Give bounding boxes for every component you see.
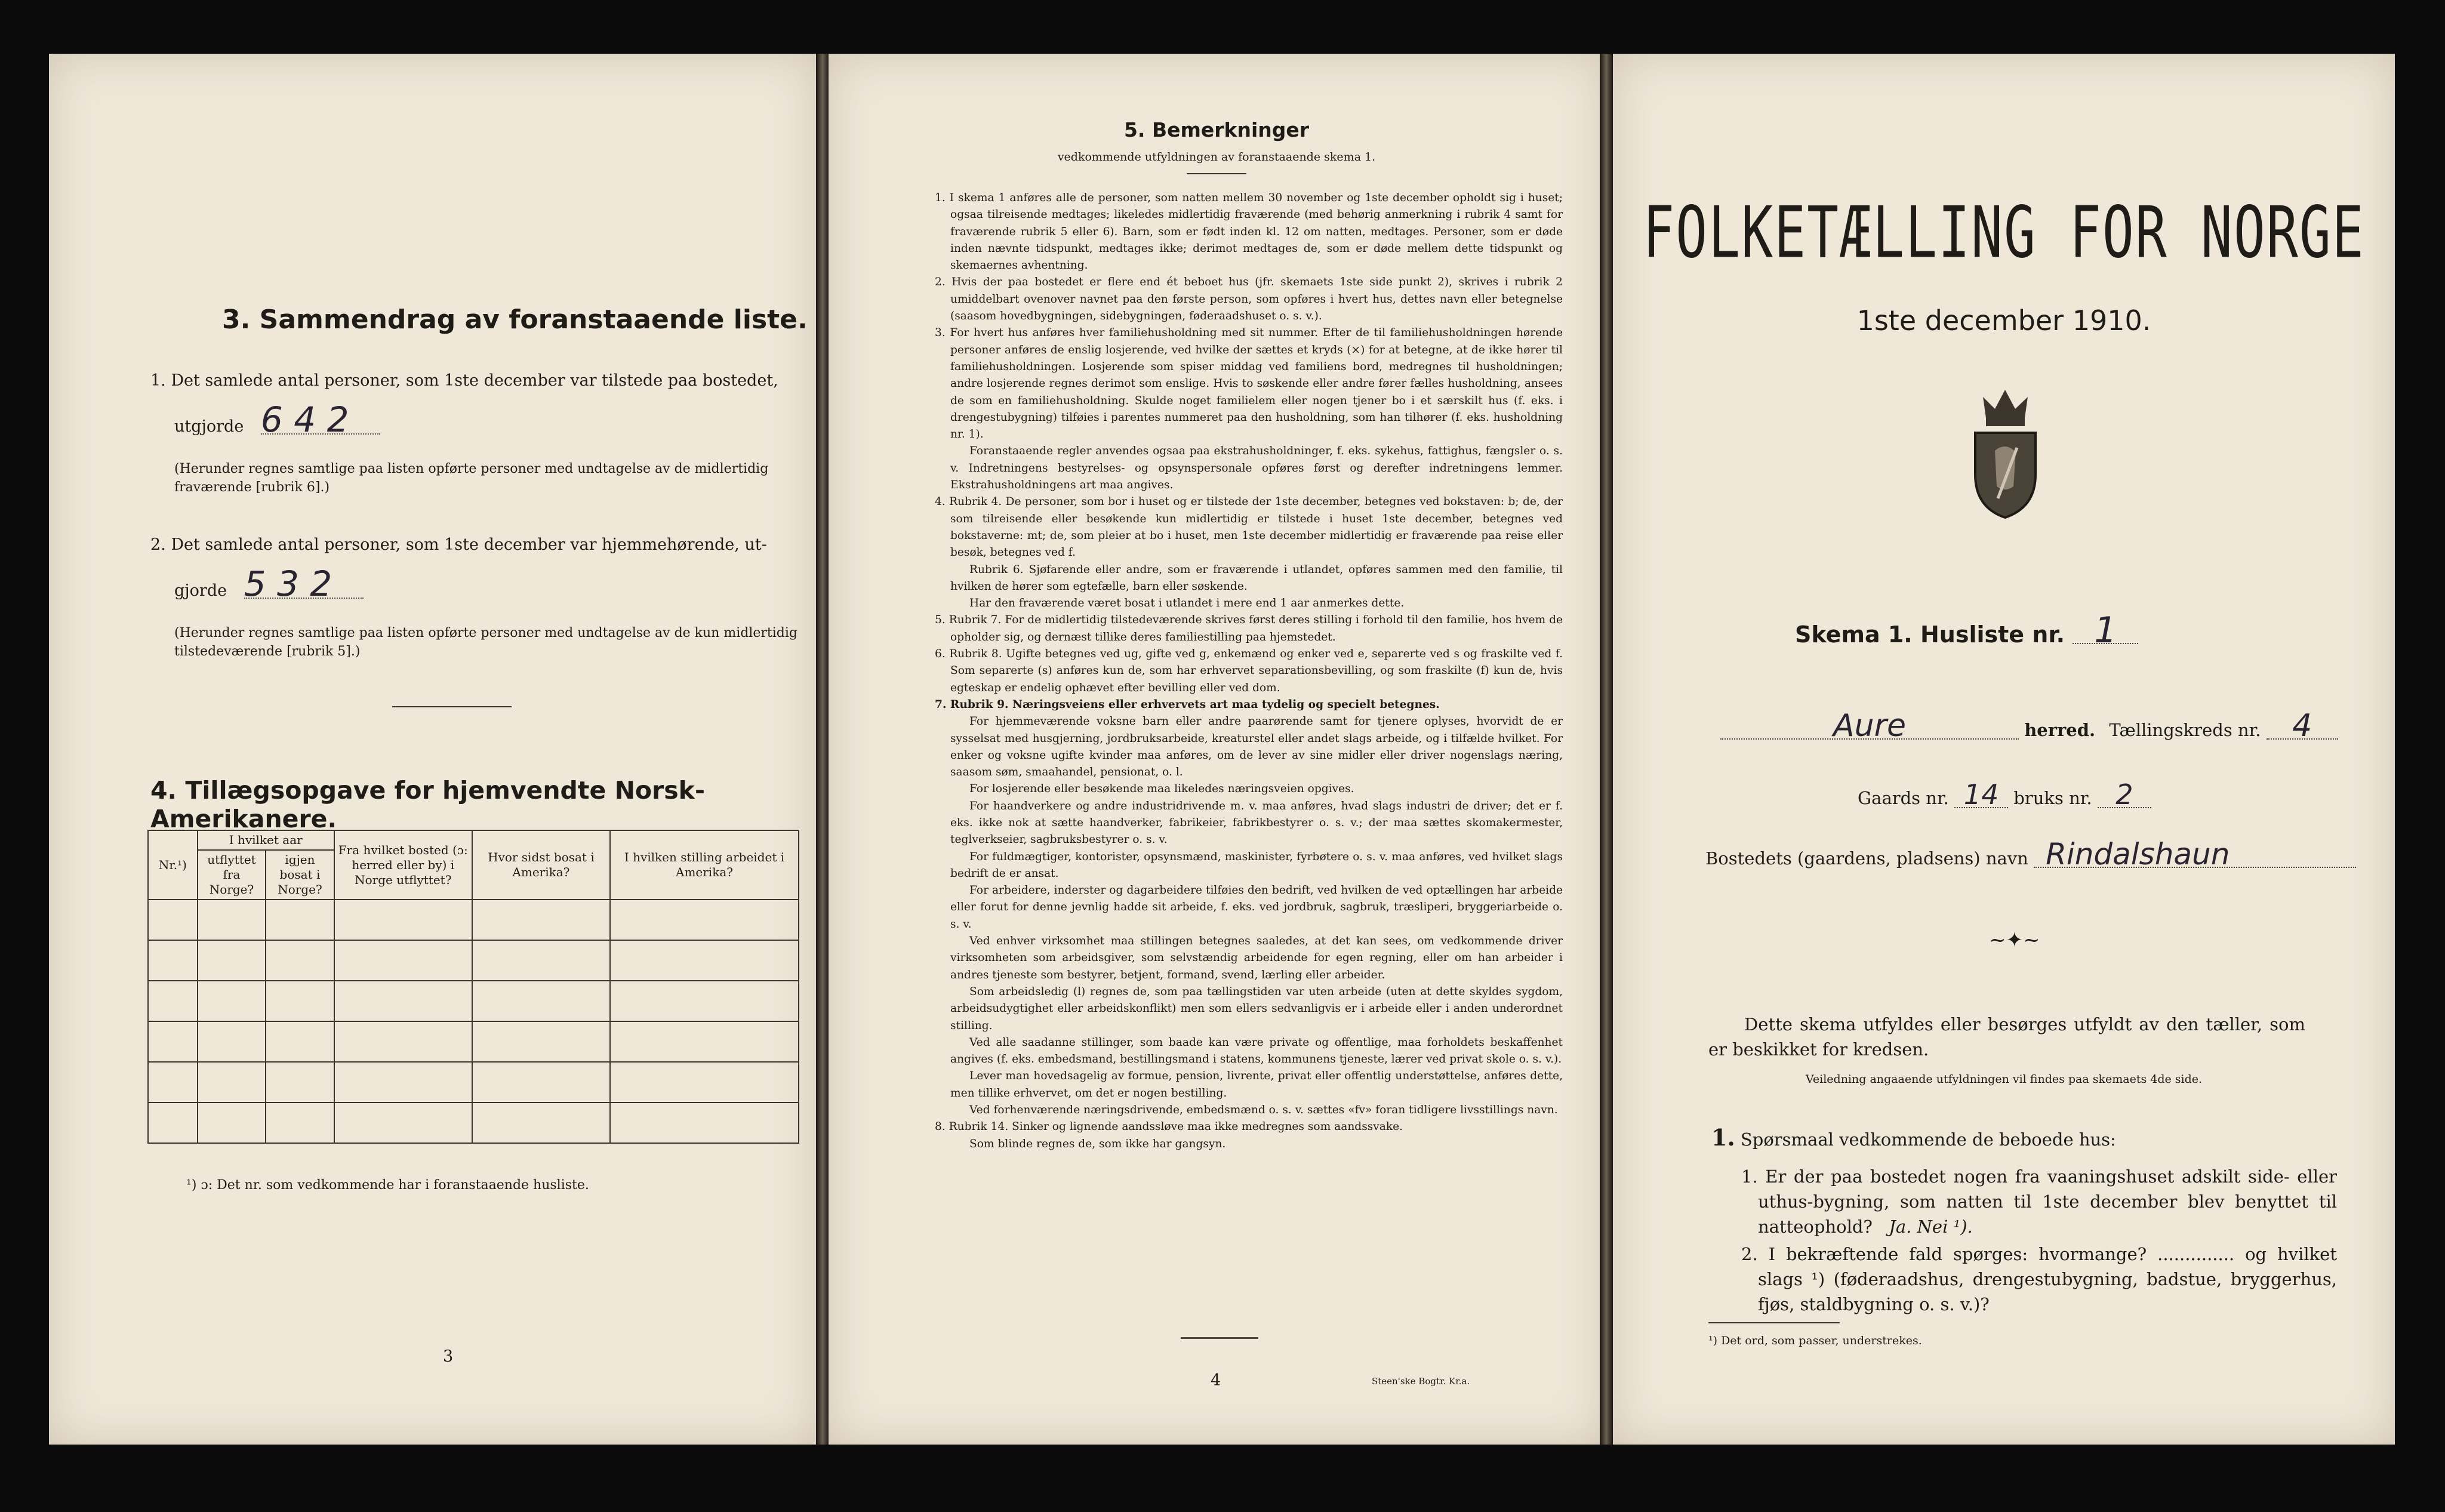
herred-value: Aure <box>1720 713 2019 740</box>
remarks-text <box>924 190 1563 1153</box>
table-row <box>148 900 799 940</box>
skema-label: Skema 1. Husliste nr. <box>1795 621 2065 648</box>
gaards-value: 14 <box>1954 782 2008 808</box>
questions-heading <box>1711 1125 2116 1152</box>
remark-paragraph: Ved forhenværende næringsdrivende, embedsmænd o. s. v. sættes «fv» foran tidligere livsstillings navn. <box>969 1104 1558 1117</box>
remark-paragraph: For arbeidere, inderster og dagarbeidere tilføies den bedrift, ved hvilken de ved optællingen har arbeide eller forut for denne jevnlig hadde sit arbeide, f. eks. ved jordbruk, sagbruk, træsliperi, bryggeriarbeide o. s. v. <box>950 884 1563 931</box>
question-2: 2. Det samlede antal personer, som 1ste december var hjemmehørende, ut- <box>150 535 767 554</box>
table-footnote: ¹) ɔ: Det nr. som vedkommende har i foranstaaende husliste. <box>186 1178 589 1193</box>
divider <box>1708 1322 1840 1323</box>
herred-line <box>1720 708 2338 744</box>
remarks-subtitle: vedkommende utfyldningen av foranstaaende skema 1. <box>1057 150 1376 164</box>
question-1-lead: utgjorde <box>174 417 244 436</box>
remark-paragraph: 1. I skema 1 anføres alle de personer, som natten mellem 30 november og 1ste december opholdt sig i huset; ogsaa tilreisende medtages; likeledes midlertidig fraværende (med behørig anmerkning i rubrik 4 samt for fraværende rubrik 5 eller 6). Barn, som er født inden kl. 12 om natten, medtages. Personer, som er døde inden nævnte tidspunkt, medtages ikke; derimot medtages de, som er døde mellem dette tidspunkt og skemaernes avhentning. <box>935 192 1563 272</box>
remark-paragraph: Ved alle saadanne stillinger, som baade kan være private og offentlige, maa forholdets beskaffenhet angives (f. eks. embedsmand, bestillingsmand i statens, kommunens tjeneste, lærer ved privat skole o. s. v.). <box>950 1036 1563 1066</box>
bruks-label: bruks nr. <box>2013 788 2092 808</box>
table-row <box>148 1103 799 1143</box>
remark-paragraph: For fuldmægtiger, kontorister, opsynsmænd, maskinister, fyrbøtere o. s. v. maa anføres, ved hvilket slags bedrift de er ansat. <box>950 850 1563 880</box>
question-2-answer: 5 3 2 <box>244 570 364 599</box>
remark-paragraph: 2. Hvis der paa bostedet er flere end ét beboet hus (jfr. skemaets 1ste side punkt 2), skrives i rubrik 2 umiddelbart ovenover navnet paa den første person, som opføres i hvert hus, dettes navn eller betegnelse (saasom hovedbygningen, sidebygningen, føderaadshuset o. s. v.). <box>935 276 1563 323</box>
col-from: Fra hvilket bosted (ɔ: herred eller by) i Norge utflyttet? <box>334 830 472 900</box>
printer-mark: Steen'ske Bogtr. Kr.a. <box>1372 1376 1470 1387</box>
remark-paragraph: Har den fraværende været bosat i utlandet i mere end 1 aar anmerkes dette. <box>969 597 1405 610</box>
col-emigrated: utflyttet fra Norge? <box>198 850 266 900</box>
remark-paragraph: Rubrik 6. Sjøfarende eller andre, som er fraværende i utlandet, opføres sammen med den familie, til hvilken de hører som egtefælle, barn eller søskende. <box>950 563 1563 593</box>
questions-heading-text: Spørsmaal vedkommende de beboede hus: <box>1740 1129 2116 1150</box>
remark-paragraph: 7. Rubrik 9. Næringsveiens eller erhvervets art maa tydelig og specielt betegnes. <box>935 698 1440 711</box>
question-1: 1. Det samlede antal personer, som 1ste december var tilstede paa bostedet, <box>150 371 778 390</box>
page-fold <box>1600 54 1613 1445</box>
husliste-number: 1 <box>2073 618 2138 644</box>
document-title: FOLKETÆLLING FOR NORGE <box>1643 191 2365 275</box>
col-returned: igjen bosat i Norge? <box>266 850 334 900</box>
ornament: ~✦~ <box>1989 928 2040 952</box>
remark-paragraph: Ved enhver virksomhet maa stillingen betegnes saaledes, at det kan sees, om vedkommende driver virksomheten som arbeidsgiver, som selvstændig arbeidende for egen regning, eller om han arbeider i andres tjeneste som bestyrer, betjent, formand, svend, lærling eller arbeider. <box>950 935 1563 981</box>
table-row <box>148 1021 799 1062</box>
section-4-title: 4. Tillægsopgave for hjemvendte Norsk-Amerikanere. <box>150 776 705 833</box>
page-number: 3 <box>443 1347 454 1366</box>
remark-paragraph: 3. For hvert hus anføres hver familiehusholdning med sit nummer. Efter de til familiehusholdningen hørende personer anføres de enslig losjerende, ved hvilke der sættes et kryds (×) for at betegne, at de ikke hører til familiehusholdningen. Losjerende som spiser middag ved familiens bord, medregnes til husholdningen; andre losjerende regnes derimot som enslige. Hvis to søskende eller andre fører fælles husholdning, ansees de som en familiehusholdning. Skulde noget familielem eller nogen tjener bo i et særskilt hus (f. eks. i drengestubygning) tilføies i parentes nummeret paa den husholdning, som han tilhører (f. eks. husholdning nr. 1). <box>935 327 1563 441</box>
norsk-amerikanere-table <box>147 830 799 1144</box>
remark-paragraph: Lever man hovedsagelig av formue, pension, livrente, privat eller offentlig understøttelse, anføres dette, men tillike erhvervet, om det er nogen bestilling. <box>950 1070 1563 1100</box>
divider <box>392 706 512 707</box>
table-row <box>148 1062 799 1103</box>
bruks-value: 2 <box>2098 782 2151 808</box>
remark-paragraph: Som arbeidsledig (l) regnes de, som paa tællingstiden var uten arbeide (uten at dette skyldes sygdom, arbeidsudygtighet eller arbeidskonflikt) men som ellers sedvanligvis er i arbeide eller i anden underordnet stilling. <box>950 985 1563 1032</box>
gaards-line <box>1858 778 2151 811</box>
col-year-group: I hvilket aar <box>198 830 334 850</box>
bosted-label: Bostedets (gaardens, pladsens) navn <box>1705 848 2028 869</box>
gaards-label: Gaards nr. <box>1858 788 1949 808</box>
remark-paragraph: For haandverkere og andre industridrivende m. v. maa anføres, hvad slags industri de driver; det er f. eks. ikke nok at sætte haandverker, fabrikeier, fabrikbestyrer o. s. v.; der maa sættes skomakermester, teglverkseier, sagbruksbestyrer o. s. v. <box>950 799 1563 846</box>
remark-paragraph: Som blinde regnes de, som ikke har gangsyn. <box>969 1137 1226 1150</box>
skema-line <box>1795 609 2138 651</box>
intro-note: Veiledning angaaende utfyldningen vil findes paa skemaets 4de side. <box>1805 1073 2203 1086</box>
col-job: I hvilken stilling arbeidet i Amerika? <box>610 830 799 900</box>
divider <box>1181 1337 1258 1339</box>
remark-paragraph: 8. Rubrik 14. Sinker og lignende aandssløve maa ikke medregnes som aandssvake. <box>935 1120 1403 1134</box>
krets-label: Tællingskreds nr. <box>2109 720 2261 740</box>
page-right <box>1613 54 2395 1445</box>
bosted-line <box>1705 837 2356 872</box>
remark-paragraph: For losjerende eller besøkende maa likeledes næringsveien opgives. <box>969 783 1354 796</box>
remark-paragraph: 6. Rubrik 8. Ugifte betegnes ved ug, gifte ved g, enkemænd og enker ved e, separerte ved s og fraskilte ved f. Som separerte (s) anføres kun de, som har erhvervet separationsbevilling, og som fraskilte (f) kun de, hvis egteskap er endelig ophævet efter bevilling eller ved dom. <box>935 648 1563 694</box>
question-2-lead: gjorde <box>174 581 227 600</box>
intro-text: Dette skema utfyldes eller besørges utfyldt av den tæller, som er beskikket for kredsen. <box>1708 1014 2305 1060</box>
bosted-value: Rindalshaun <box>2034 842 2356 868</box>
page-left <box>49 54 816 1445</box>
divider <box>1187 173 1246 174</box>
krets-value: 4 <box>2267 713 2338 740</box>
question-2-note: (Herunder regnes samtlige paa listen opførte personer med undtagelse av de kun midlertidig tilstedeværende [rubrik 5].) <box>174 626 797 659</box>
table-row <box>148 940 799 981</box>
questions-heading-number: 1. <box>1711 1124 1735 1151</box>
remark-paragraph: 4. Rubrik 4. De personer, som bor i huset og er tilstede der 1ste december, betegnes ved bokstaven: b; de, der som tilreisende eller besøkende kun midlertidig er tilstede i huset 1ste december, betegnes ved bokstaverne: mt; de, som pleier at bo i huset, men 1ste december midlertidig er fraværende paa reise eller besøk, betegnes ved f. <box>935 495 1563 559</box>
page-number: 4 <box>1211 1371 1221 1390</box>
remark-paragraph: Foranstaaende regler anvendes ogsaa paa ekstrahusholdninger, f. eks. sykehus, fattighus, fængsler o. s. v. Indretningens bestyrelses- og opsynspersonale opføres først og derefter indretningens lemmer. Ekstrahusholdningens art maa angives. <box>950 445 1563 492</box>
col-nr: Nr.¹) <box>148 830 198 900</box>
house-question-1-text: 1. Er der paa bostedet nogen fra vaaningshuset adskilt side- eller uthus-bygning, som natten til 1ste december blev benyttet til natteophold? <box>1741 1166 2337 1237</box>
question-1-answer-line <box>174 399 380 441</box>
house-question-2: 2. I bekræftende fald spørges: hvormange? .............. og hvilket slags ¹) (føderaadshus, drengestubygning, badstue, bryggerhus, fjøs, staldbygning o. s. v.)? <box>1741 1244 2337 1314</box>
herred-label: herred. <box>2024 720 2096 740</box>
question-2-answer-line <box>174 563 364 605</box>
remark-paragraph: For hjemmeværende voksne barn eller andre paarørende samt for tjenere oplyses, hvorvidt de er sysselsat med husgjerning, jordbruksarbeide, kreaturstel eller andet slags arbeide, og i tilfælde hvilket. For enker og voksne ugifte kvinder maa anføres, om de lever av sine midler eller driver nogenslags næring, saasom søm, smaahandel, pensionat, o. l. <box>950 715 1563 779</box>
house-question-1 <box>1741 1164 2337 1239</box>
house-question-1-options: Ja. Nei ¹). <box>1889 1217 1973 1237</box>
page-fold <box>816 54 829 1445</box>
col-where: Hvor sidst bosat i Amerika? <box>472 830 610 900</box>
census-date: 1ste december 1910. <box>1856 304 2151 337</box>
remark-paragraph: 5. Rubrik 7. For de midlertidig tilstedeværende skrives først deres stilling i forhold til den familie, hos hvem de opholder sig, og dernæst tillike deres familiestilling paa hjemstedet. <box>935 614 1563 643</box>
footnote: ¹) Det ord, som passer, understrekes. <box>1708 1334 1922 1347</box>
table-row <box>148 981 799 1021</box>
question-1-note: (Herunder regnes samtlige paa listen opførte personer med undtagelse av de midlertidig fraværende [rubrik 6].) <box>174 461 769 495</box>
coat-of-arms-icon <box>1962 385 2049 522</box>
remarks-title: 5. Bemerkninger <box>1123 118 1310 141</box>
question-1-answer: 6 4 2 <box>261 406 380 435</box>
section-3-title: 3. Sammendrag av foranstaaende liste. <box>222 304 808 335</box>
page-middle <box>829 54 1605 1445</box>
